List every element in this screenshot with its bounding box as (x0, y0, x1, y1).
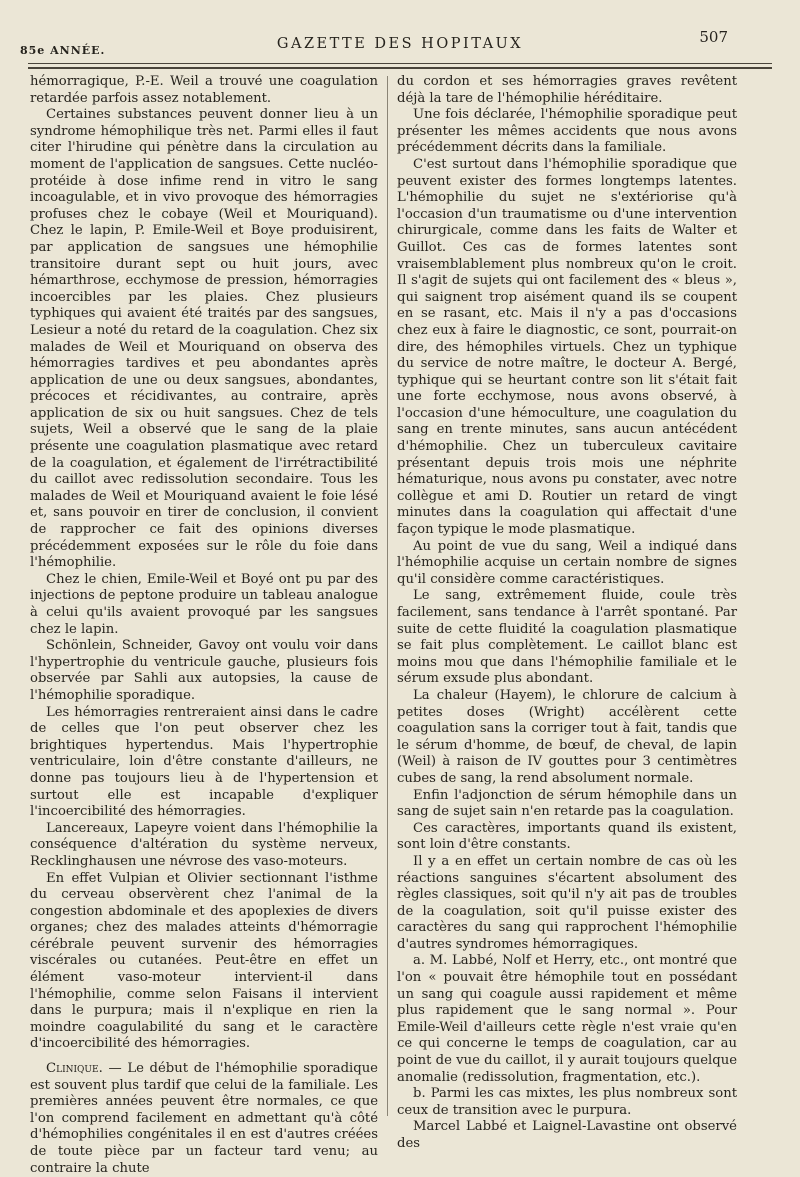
section-label: Clinique. (46, 1061, 103, 1077)
paragraph: Il y a en effet un certain nombre de cas où les réactions sanguines s'écartent absolument des règles classiques, soit qu'il n'y ait pas de troubles de la coagulation, soit qu'il puisse exister des caractères du sang qui rapprochent l'hémophilie d'autres syndromes hémorragiques. (397, 853, 737, 952)
paragraph: hémorragique, P.-E. Weil a trouvé une coagulation retardée parfois assez notablement. (30, 74, 378, 106)
paragraph: Ces caractères, importants quand ils existent, sont loin d'être constants. (397, 820, 737, 853)
paragraph: Au point de vue du sang, Weil a indiqué dans l'hémophilie acquise un certain nombre de signes qu'il considère comme caractéristiques. (397, 538, 737, 587)
paragraph: Schönlein, Schneider, Gavoy ont voulu voir dans l'hypertrophie du ventricule gauche, plusieurs fois observée par Sahli aux autopsies, la cause de l'hémophilie sporadique. (30, 638, 378, 703)
section-text: — Le début de l'hémophilie sporadique est souvent plus tardif que celui de la familiale. Les premières années peuvent être normales, ce que l'on comprend facilement en admettant qu'à côté d'hémophilies congénitales il en est d'autres créées de toute pièce par un facteur tard venu; au contraire la chute (30, 1061, 378, 1176)
paragraph: b. Parmi les cas mixtes, les plus nombreux sont ceux de transition avec le purpura. (397, 1086, 737, 1118)
paragraph: Les hémorragies rentreraient ainsi dans le cadre de celles que l'on peut observer chez les brightiques hypertendus. Mais l'hypertrophie ventriculaire, loin d'être constante d'ailleurs, ne donne pas toujours lieu à de l'hypertension et surtout elle est incapable d'expliquer l'incoercibilité des hémorragies. (30, 704, 378, 820)
paragraph: a. M. Labbé, Nolf et Herry, etc., ont montré que l'on « pouvait être hémophile tout en possédant un sang qui coagule aussi rapidement et même plus rapidement que le sang normal ». Pour Emile-Weil d'ailleurs cette règle n'est vraie qu'en ce qui concerne le temps de coagulation, car au point de vue du caillot, il y aurait toujours quelque anomalie (redissolution, fragmentation, etc.). (397, 953, 737, 1085)
paragraph: Lancereaux, Lapeyre voient dans l'hémophilie la conséquence d'altération du système nerveux, Recklinghausen une névrose des vaso-moteurs. (30, 820, 378, 869)
paragraph: La chaleur (Hayem), le chlorure de calcium à petites doses (Wright) accélèrent cette coagulation sans la corriger tout à fait, tandis que le sérum d'homme, de bœuf, de cheval, de lapin (Weil) à raison de IV gouttes pour 3 centimètres cubes de sang, la rend absolument normale. (397, 687, 737, 786)
paragraph: Marcel Labbé et Laignel-Lavastine ont observé des (397, 1119, 737, 1151)
column-divider (387, 76, 388, 1116)
left-column (30, 74, 378, 1177)
page-number: 507 (699, 28, 728, 46)
journal-title: GAZETTE DES HOPITAUX (276, 36, 524, 52)
paragraph: En effet Vulpian et Olivier sectionnant l'isthme du cerveau observèrent chez l'animal de la congestion abdominale et des apoplexies de divers organes; chez des malades atteints d'hémorragie cérébrale peuvent survenir des hémorragies viscérales ou cutanées. Peut-être en effet un élément vaso-moteur intervient-il dans l'hémophilie, comme selon Faisans il intervient dans le purpura; mais il n'explique en rien la moindre coagulabilité du sang et le caractère d'incoercibilité des hémorragies. (30, 870, 378, 1052)
paragraph: Chez le chien, Emile-Weil et Boyé ont pu par des injections de peptone produire un tableau analogue à celui qu'ils avaient provoqué par les sangsues chez le lapin. (30, 571, 378, 637)
paragraph: Le sang, extrêmement fluide, coule très facilement, sans tendance à l'arrêt spontané. Par suite de cette fluidité la coagulation plasmatique se fait plus complètement. Le caillot blanc est moins mou que dans l'hémophilie familiale et le sérum exsude plus abondant. (397, 588, 737, 687)
right-column (397, 74, 737, 1153)
paragraph: C'est surtout dans l'hémophilie sporadique que peuvent exister des formes longtemps latentes. L'hémophilie du sujet ne s'extériorise qu'à l'occasion d'un traumatisme ou d'une intervention chirurgicale, comme dans les faits de Walter et Guillot. Ces cas de formes latentes sont vraisemblablement plus nombreux qu'on le croit. Il s'agit de sujets qui ont facilement des « bleus », qui saignent trop aisément quand ils se coupent en se rasant, etc. Mais il n'y a pas d'occasions chez eux à faire le diagnostic, ce sont, pourrait-on dire, des hémophiles virtuels. Chez un typhique du service de notre maître, le docteur A. Bergé, typhique qui se heurtant contre son lit s'était fait une forte ecchymose, nous avons observé, à l'occasion d'une hémoculture, une coagulation du sang en trente minutes, sans aucun antécédent d'hémophilie. Chez un tuberculeux cavitaire présentant depuis trois mois une néphrite hématurique, nous avons pu constater, avec notre collègue et ami D. Routier un retard de vingt minutes dans la coagulation qui affectait d'une façon typique le mode plasmatique. (397, 156, 737, 538)
paragraph: Une fois déclarée, l'hémophilie sporadique peut présenter les mêmes accidents que nous avons précédemment décrits dans la familiale. (397, 107, 737, 156)
paragraph: du cordon et ses hémorragies graves revêtent déjà la tare de l'hémophilie héréditaire. (397, 74, 737, 106)
paragraph-clinique (30, 1061, 378, 1177)
header-rule-thin (28, 63, 772, 64)
volume-year: 85e ANNÉE. (20, 44, 106, 57)
paragraph: Certaines substances peuvent donner lieu à un syndrome hémophilique très net. Parmi elles il faut citer l'hirudine qui pénètre dans la circulation au moment de l'application de sangsues. Cette nucléo-protéide à dose infime rend in vitro le sang incoagulable, et in vivo provoque des hémorragies profuses chez le cobaye (Weil et Mouriquand). Chez le lapin, P. Emile-Weil et Boye produisirent, par application de sangsues une hémophilie transitoire durant sept ou huit jours, avec hémarthrose, ecchymose de pression, hémorragies incoercibles par les plaies. Chez plusieurs typhiques qui avaient été traités par des sangsues, Lesieur a noté du retard de la coagulation. Chez six malades de Weil et Mouriquand on observa des hémorragies tardives et peu abondantes après application de une ou deux sangsues, abondantes, précoces et récidivantes, au contraire, après application de six ou huit sangsues. Chez de tels sujets, Weil a observé que le sang de la plaie présente une coagulation plasmatique avec retard de la coagulation, et également de l'irrétractibilité du caillot avec redissolution secondaire. Tous les malades de Weil et Mouriquand avaient le foie lésé et, sans pouvoir en tirer de conclusion, il convient de rapprocher ce fait des opinions diverses précédemment exposées sur le rôle du foie dans l'hémophilie. (30, 107, 378, 571)
header-rule-thick (28, 67, 772, 69)
paragraph: Enfin l'adjonction de sérum hémophile dans un sang de sujet sain n'en retarde pas la coagulation. (397, 787, 737, 820)
